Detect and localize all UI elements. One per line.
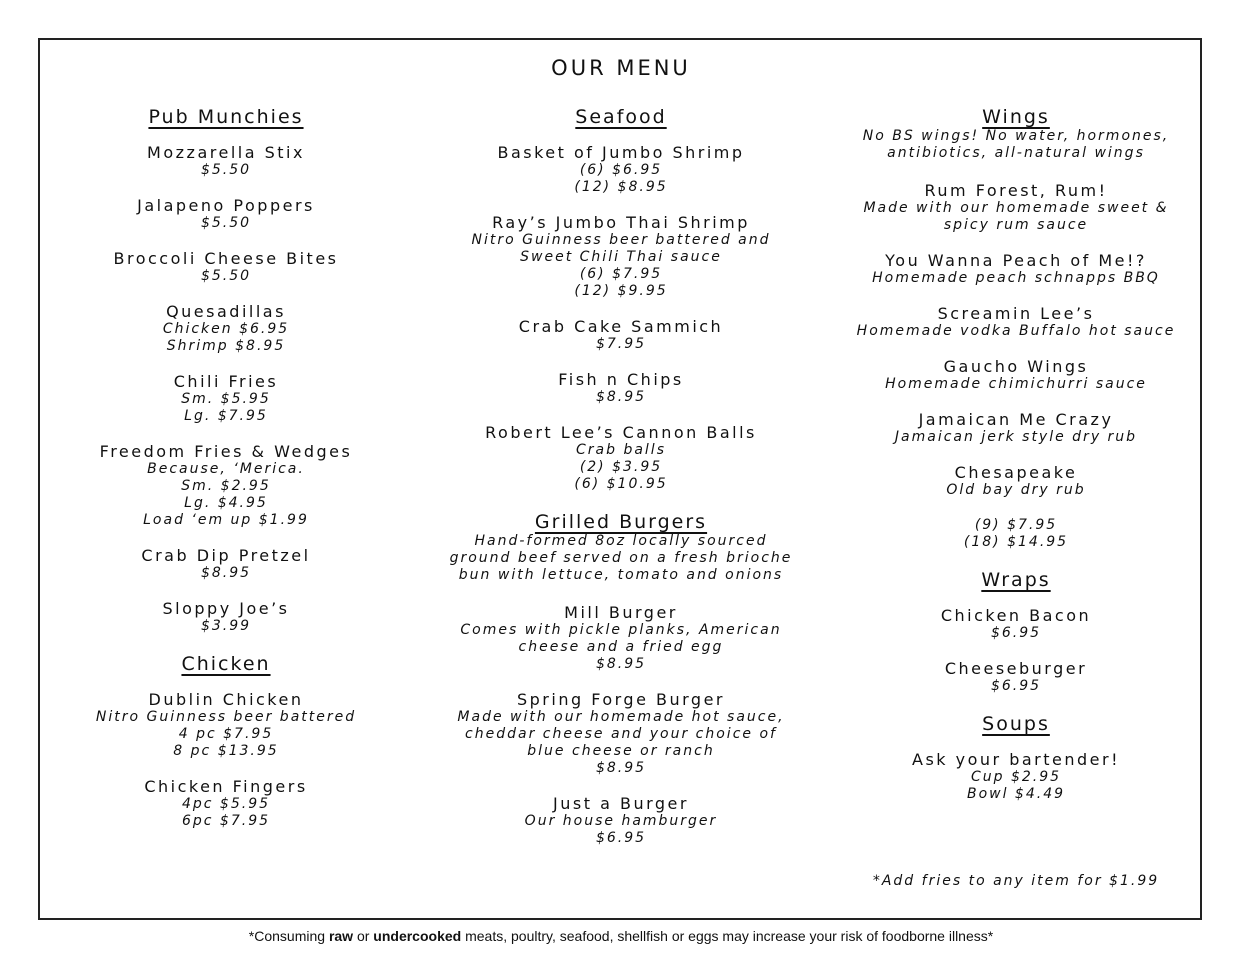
section-heading: Chicken [181,653,271,675]
menu-item-detail: Comes with pickle planks, American [460,622,782,638]
menu-item-detail: Our house hamburger [524,813,718,829]
menu-item-name: Fish n Chips [558,370,684,389]
menu-item-name: Chesapeake [954,463,1078,482]
menu-item-detail: Homemade vodka Buffalo hot sauce [856,323,1176,339]
menu-item-detail: (12) $9.95 [574,283,668,299]
menu-item-name: Mozzarella Stix [147,143,305,162]
menu-item-detail: (9) $7.95 [974,517,1058,533]
menu-item-name: Screamin Lee’s [937,304,1095,323]
menu-section-wings [846,106,1186,551]
menu-item-name: Quesadillas [166,302,286,321]
fries-note: *Add fries to any item for $1.99 [872,873,1160,889]
menu-item-detail: Bowl $4.49 [966,786,1066,802]
menu-item-name: Basket of Jumbo Shrimp [497,143,745,162]
menu-section-pub-munchies [86,106,366,635]
menu-item [846,182,1186,234]
menu-item [441,144,801,196]
section-description-line: Hand-formed 8oz locally sourced [474,533,768,549]
menu-item-detail: $6.95 [990,625,1042,641]
menu-item-name: Rum Forest, Rum! [924,181,1108,200]
menu-item-detail: $6.95 [990,678,1042,694]
menu-item-name: Jalapeno Poppers [137,196,315,215]
section-heading: Grilled Burgers [534,511,708,533]
menu-item-detail: Lg. $4.95 [184,495,268,511]
section-heading: Pub Munchies [148,106,304,128]
menu-item-detail: (6) $6.95 [579,162,663,178]
menu-item [86,600,366,635]
menu-item [441,795,801,847]
menu-item [846,517,1186,551]
menu-item [846,464,1186,499]
section-description-line: ground beef served on a fresh brioche [449,550,793,566]
section-description-line: antibiotics, all-natural wings [887,145,1145,161]
menu-item-detail: (2) $3.95 [579,459,663,475]
menu-item-detail: Chicken $6.95 [162,321,290,337]
menu-item-name: Ask your bartender! [912,750,1120,769]
section-description [441,533,801,584]
menu-item [86,691,366,760]
menu-item-detail: Homemade peach schnapps BBQ [872,270,1160,286]
menu-item-detail: $8.95 [595,389,647,405]
menu-item-detail: $8.95 [595,656,647,672]
menu-item [441,424,801,493]
menu-item-detail: 4 pc $7.95 [178,726,274,742]
menu-item [86,250,366,285]
menu-item-detail: Sm. $5.95 [181,391,271,407]
menu-item-detail: Load ‘em up $1.99 [143,512,309,528]
menu-title: OUR MENU [551,56,691,80]
menu-item-name: Chicken Bacon [940,606,1092,625]
menu-section-wraps [846,569,1186,695]
menu-section-soups [846,713,1186,803]
menu-section-seafood [441,106,801,493]
menu-item [86,303,366,355]
menu-item-name: Cheeseburger [944,659,1088,678]
menu-item-detail: spicy rum sauce [943,217,1089,233]
disclaimer-undercooked: undercooked [373,928,462,944]
disclaimer-prefix: *Consuming [248,928,329,944]
menu-item-detail: cheese and a fried egg [518,639,724,655]
menu-item [846,252,1186,287]
menu-item-detail: 4pc $5.95 [181,796,271,812]
menu-item [86,197,366,232]
food-safety-disclaimer [0,928,1242,944]
menu-item-detail: Jamaican jerk style dry rub [894,429,1138,445]
menu-item [846,358,1186,393]
menu-item-name: Crab Cake Sammich [518,317,724,336]
menu-item [86,778,366,830]
menu-item-name: Robert Lee’s Cannon Balls [485,423,757,442]
menu-item-detail: $5.50 [200,268,252,284]
menu-item-detail: $8.95 [595,760,647,776]
menu-item-detail: Sm. $2.95 [181,478,271,494]
menu-item-name: Jamaican Me Crazy [918,410,1114,429]
menu-item-detail: Made with our homemade sweet & [863,200,1169,216]
menu-column-left [86,106,366,848]
menu-item [86,443,366,529]
menu-item [846,411,1186,446]
menu-item-name: Chili Fries [173,372,279,391]
menu-item [86,144,366,179]
menu-item-detail: $3.99 [200,618,252,634]
menu-item [441,371,801,406]
menu-item-detail: 6pc $7.95 [181,813,271,829]
menu-item-detail: (6) $7.95 [579,266,663,282]
menu-item [86,547,366,582]
section-heading: Wings [982,106,1050,128]
menu-item-name: Chicken Fingers [144,777,308,796]
menu-item-detail: blue cheese or ranch [527,743,715,759]
section-description-line: No BS wings! No water, hormones, [862,128,1170,144]
menu-item-name: Spring Forge Burger [516,690,725,709]
menu-item-detail: Lg. $7.95 [184,408,268,424]
menu-item-name: You Wanna Peach of Me!? [885,251,1147,270]
menu-item-detail: Old bay dry rub [946,482,1086,498]
menu-item-detail: $5.50 [200,215,252,231]
menu-item-name: Dublin Chicken [148,690,304,709]
menu-item [441,604,801,673]
menu-item-detail: Nitro Guinness beer battered [95,709,357,725]
menu-item-detail: Homemade chimichurri sauce [885,376,1147,392]
menu-item-name: Ray’s Jumbo Thai Shrimp [492,213,750,232]
menu-item-detail: Nitro Guinness beer battered and [471,232,771,248]
menu-item-detail: Made with our homemade hot sauce, [457,709,785,725]
menu-item-name: Freedom Fries & Wedges [99,442,353,461]
menu-item-detail: $5.50 [200,162,252,178]
menu-item-name: Crab Dip Pretzel [141,546,311,565]
menu-item [441,214,801,300]
menu-item-detail: Crab balls [576,442,666,458]
menu-item [86,373,366,425]
section-description-line: bun with lettuce, tomato and onions [458,567,784,583]
menu-item [846,305,1186,340]
menu-item-detail: $8.95 [200,565,252,581]
menu-item-detail: (6) $10.95 [574,476,668,492]
menu-item-name: Gaucho Wings [943,357,1089,376]
section-heading: Soups [982,713,1050,735]
menu-column-middle [441,106,801,865]
menu-item-detail: (12) $8.95 [574,179,668,195]
menu-item [846,751,1186,803]
menu-item-detail: $6.95 [595,830,647,846]
disclaimer-or: or [353,928,374,944]
section-heading: Wraps [981,569,1051,591]
menu-item-name: Mill Burger [564,603,678,622]
disclaimer-raw: raw [328,928,354,944]
menu-item-detail: $7.95 [595,336,647,352]
menu-column-right [846,106,1186,821]
menu-item [846,660,1186,695]
menu-section-chicken [86,653,366,830]
menu-item-detail: Sweet Chili Thai sauce [520,249,722,265]
menu-item [441,691,801,777]
menu-item-name: Sloppy Joe’s [162,599,290,618]
menu-item-detail: Shrimp $8.95 [166,338,286,354]
section-heading: Seafood [575,106,667,128]
menu-section-grilled-burgers [441,511,801,847]
menu-item-name: Broccoli Cheese Bites [113,249,339,268]
section-description [846,128,1186,162]
menu-item-detail: Cup $2.95 [970,769,1062,785]
menu-item [846,607,1186,642]
menu-item-detail: (18) $14.95 [963,534,1069,550]
menu-item-detail: 8 pc $13.95 [173,743,279,759]
menu-item-detail: cheddar cheese and your choice of [465,726,777,742]
disclaimer-suffix: meats, poultry, seafood, shellfish or eggs may increase your risk of foodborne illness* [461,928,994,944]
menu-item-name: Just a Burger [553,794,689,813]
menu-item [441,318,801,353]
menu-item-detail: Because, ‘Merica. [147,461,305,477]
